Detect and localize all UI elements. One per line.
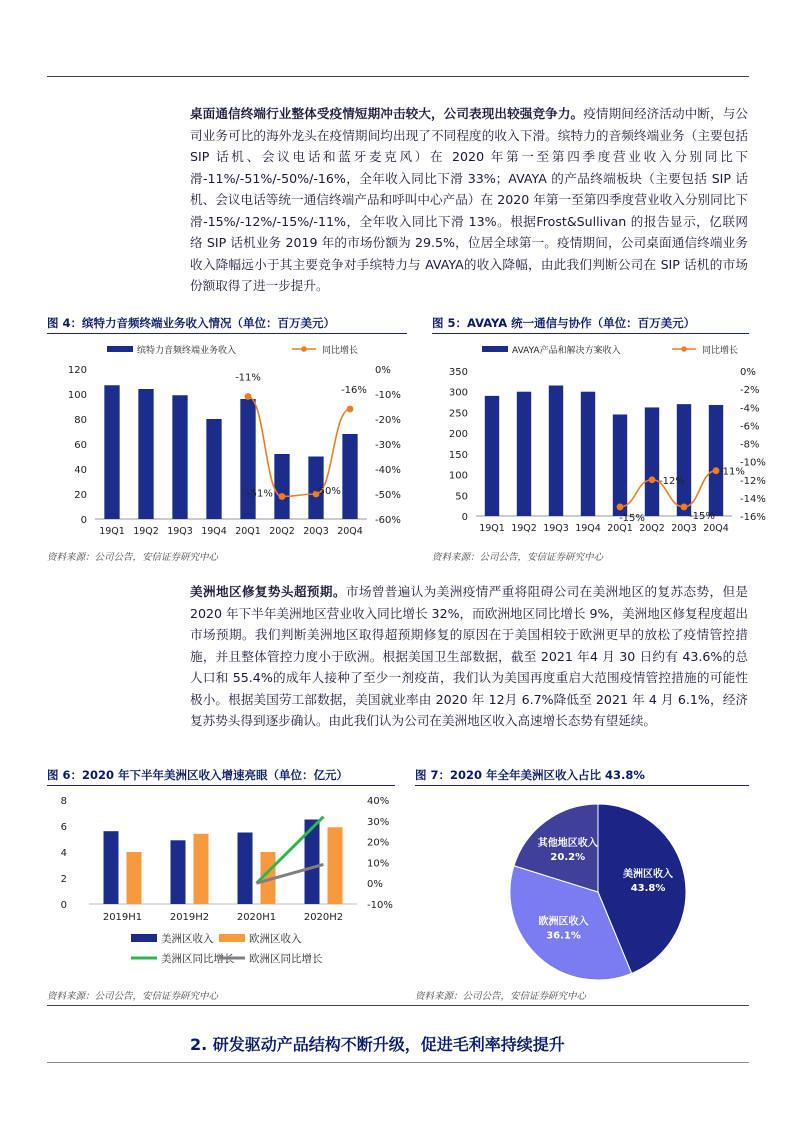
y-left-tick-label: 0	[461, 512, 468, 523]
data-label: -50%	[315, 486, 341, 497]
y-right-tick-label: -60%	[375, 515, 401, 526]
growth-point	[279, 493, 286, 500]
bar	[206, 419, 221, 519]
pie-label: 其他地区收入	[537, 837, 598, 849]
x-tick-label: 20Q3	[303, 526, 329, 537]
y-left-tick-label: 2	[60, 874, 67, 885]
bar	[645, 407, 659, 516]
pie-value: 43.8%	[630, 883, 666, 895]
legend-swatch	[219, 934, 245, 942]
figure-5-source: 资料来源：公司公告，安信证券研究中心	[432, 552, 604, 563]
y-right-tick-label: 0%	[367, 879, 383, 891]
y-left-tick-label: 100	[448, 470, 468, 482]
y-left-tick-label: 40	[74, 465, 87, 476]
x-tick-label: 19Q4	[201, 526, 227, 537]
legend-label: 欧洲区收入	[249, 933, 302, 945]
legend-bar-label: 缤特力音频终端业务收入	[137, 346, 237, 356]
legend-bar-swatch	[107, 346, 133, 352]
bar	[274, 454, 289, 519]
x-tick-label: 2019H2	[169, 912, 210, 923]
pie-value: 36.1%	[546, 930, 581, 942]
x-tick-label: 2020H1	[236, 912, 277, 923]
bar	[240, 399, 255, 519]
y-right-tick-label: -20%	[375, 415, 401, 426]
data-label: -15%	[619, 512, 645, 524]
y-right-tick-label: -12%	[740, 475, 766, 487]
bar	[194, 834, 209, 904]
section-title: 2. 研发驱动产品结构不断升级，促进毛利率持续提升	[190, 1035, 565, 1054]
legend-bar-label: AVAYA产品和解决方案收入	[512, 346, 621, 356]
x-tick-label: 20Q1	[235, 526, 261, 537]
y-left-tick-label: 60	[74, 440, 87, 451]
bar	[549, 386, 563, 517]
growth-point	[347, 406, 354, 413]
bar	[613, 415, 627, 517]
legend-line-marker	[681, 346, 687, 352]
top-rule	[47, 76, 749, 77]
y-right-tick-label: 0%	[740, 367, 756, 378]
x-tick-label: 20Q2	[269, 526, 295, 537]
legend-bar-swatch	[482, 346, 508, 352]
bar	[342, 434, 357, 519]
x-tick-label: 19Q2	[133, 526, 159, 537]
figure-5-chart	[432, 338, 766, 543]
figure-5-rule	[432, 333, 749, 334]
bar	[171, 840, 186, 904]
x-tick-label: 19Q4	[575, 523, 601, 534]
legend-line-label: 同比增长	[322, 346, 359, 356]
y-right-tick-label: -4%	[740, 403, 760, 415]
x-tick-label: 20Q4	[337, 526, 363, 537]
paragraph-lead: 桌面通信终端行业整体受疫情短期冲击较大，公司表现出较强竞争力。	[190, 106, 584, 121]
source-rule	[47, 1005, 749, 1006]
section-rule	[47, 1062, 749, 1063]
bar	[172, 395, 187, 519]
legend-swatch	[131, 934, 157, 942]
bar	[238, 833, 253, 905]
x-tick-label: 19Q3	[167, 526, 193, 537]
x-tick-label: 2020H2	[303, 912, 344, 923]
figure-6-rule	[47, 785, 395, 786]
figure-7-title: 图 7：2020 年全年美洲区收入占比 43.8%	[415, 768, 645, 782]
y-right-tick-label: -16%	[740, 512, 766, 523]
legend-label: 美洲区收入	[161, 933, 214, 945]
paragraph-lead: 美洲地区修复势头超预期。	[190, 584, 346, 599]
figure-5-title: 图 5：AVAYA 统一通信与协作（单位：百万美元）	[432, 316, 696, 330]
bar	[138, 389, 153, 519]
legend-line-label: 同比增长	[702, 346, 739, 356]
x-tick-label: 19Q1	[99, 526, 125, 537]
bar	[677, 404, 691, 516]
y-left-tick-label: 100	[67, 390, 87, 401]
y-right-tick-label: -8%	[740, 439, 760, 451]
growth-point	[617, 504, 624, 511]
y-left-tick-label: 200	[448, 429, 468, 441]
growth-line	[248, 397, 350, 497]
figure-4-title: 图 4：缤特力音频终端业务收入情况（单位：百万美元）	[47, 316, 336, 330]
figure-4-source: 资料来源：公司公告，安信证券研究中心	[47, 552, 219, 563]
pie-label: 欧洲区收入	[538, 916, 589, 928]
paragraph-competition: 桌面通信终端行业整体受疫情短期冲击较大，公司表现出较强竞争力。疫情期间经济活动中断，与公司业务可比的海外龙头在疫情期间均出现了不同程度的收入下滑。缤特力的音频终端业务（主要包括 SIP 话机、会议电话和蓝牙麦克风）在 2020 年第一至第四季度营业收入分别同比下滑-11%/-51%/-50%/-16%，全年收入同比下滑 33%；AVAYA 的产品终端板块（主要包括 SIP 话机、会议电话等统一通信终端产品和呼叫中心产品）在 2020 年第一至第四季度营业收入分别同比下滑-15%/-12%/-15%/-11%，全年收入同比下滑 13%。根据Frost&Sullivan 的报告显示，亿联网络 SIP 话机业务 2019 年的市场份额为 29.5%，位居全球第一。疫情期间，公司桌面通信终端业务收入降幅远小于其主要竞争对手缤特力与 AVAYA的收入降幅，由此我们判断公司在 SIP 话机的市场份额取得了进一步提升。	[190, 106, 749, 293]
y-right-tick-label: -10%	[375, 390, 401, 401]
growth-point	[681, 504, 688, 511]
y-left-tick-label: 6	[60, 822, 67, 833]
growth-point	[649, 476, 656, 483]
y-right-tick-label: 0%	[375, 365, 391, 376]
x-tick-label: 19Q3	[543, 523, 569, 534]
y-right-tick-label: 30%	[367, 816, 390, 828]
y-left-tick-label: 300	[448, 387, 468, 399]
y-left-tick-label: 350	[448, 367, 468, 378]
x-tick-label: 2019H1	[102, 912, 143, 923]
y-right-tick-label: -30%	[375, 440, 401, 451]
pie-label: 美洲区收入	[623, 869, 674, 881]
bar	[485, 396, 499, 516]
y-right-tick-label: -50%	[375, 490, 401, 501]
x-tick-label: 20Q4	[703, 523, 729, 534]
figure-7-chart	[415, 788, 749, 983]
figure-7-source: 资料来源：公司公告，安信证券研究中心	[415, 991, 587, 1002]
figure-4-chart	[47, 338, 407, 543]
y-right-tick-label: -40%	[375, 465, 401, 476]
bar	[517, 392, 531, 516]
y-right-tick-label: -10%	[367, 900, 393, 911]
figure-7-rule	[415, 785, 749, 786]
bar	[709, 405, 723, 516]
x-tick-label: 20Q2	[639, 523, 665, 534]
data-label: -16%	[341, 385, 367, 396]
y-right-tick-label: -10%	[740, 457, 766, 469]
y-left-tick-label: 120	[67, 365, 87, 376]
pie-value: 20.2%	[550, 851, 586, 863]
data-label: -51%	[247, 488, 273, 500]
figure-4-rule	[47, 333, 407, 334]
y-right-tick-label: -14%	[740, 493, 766, 505]
y-left-tick-label: 50	[455, 491, 468, 503]
y-right-tick-label: -6%	[740, 421, 760, 433]
data-label: -11%	[719, 466, 745, 478]
x-tick-label: 20Q1	[607, 523, 633, 534]
y-left-tick-label: 80	[74, 415, 87, 426]
y-right-tick-label: 40%	[367, 796, 390, 807]
bar	[581, 392, 595, 516]
bar	[104, 831, 119, 904]
y-right-tick-label: 20%	[367, 837, 390, 849]
growth-point	[245, 393, 252, 400]
figure-6-source: 资料来源：公司公告，安信证券研究中心	[47, 991, 219, 1002]
x-tick-label: 19Q2	[511, 523, 537, 534]
y-left-tick-label: 0	[60, 900, 67, 911]
y-left-tick-label: 4	[60, 848, 67, 859]
y-right-tick-label: -2%	[740, 385, 760, 397]
y-left-tick-label: 20	[74, 490, 87, 501]
bar	[104, 385, 119, 519]
figure-6-title: 图 6：2020 年下半年美洲区收入增速亮眼（单位：亿元）	[47, 768, 349, 782]
legend-label: 美洲区同比增长	[161, 953, 235, 965]
y-left-tick-label: 250	[448, 408, 468, 420]
x-tick-label: 19Q1	[479, 523, 505, 534]
y-left-tick-label: 150	[448, 449, 468, 461]
figure-6-chart	[47, 788, 397, 983]
legend-line-marker	[301, 346, 307, 352]
data-label: -15%	[689, 510, 715, 522]
paragraph-americas: 美洲地区修复势头超预期。市场曾普遍认为美洲疫情严重将阻碍公司在美洲地区的复苏态势，但是 2020 年下半年美洲地区营业收入同比增长 32%，而欧洲地区同比增长 9%，美洲地区修复程度超出市场预期。我们判断美洲地区取得超预期修复的原因在于美国相较于欧洲更早的放松了疫情管控措施，并且整体管控力度小于欧洲。根据美国卫生部数据，截至 2021 年4 月 30 日约有 43.6%的总人口和 55.4%的成年人接种了至少一剂疫苗，我们认为美国再度重启大范围疫情管控措施的可能性极小。根据美国劳工部数据，美国就业率由 2020 年 12月 6.7%降低至 2021 年 4 月 6.1%，经济复苏势头得到逐步确认。由此我们认为公司在美洲地区收入高速增长态势有望延续。	[190, 584, 749, 728]
legend-label: 欧洲区同比增长	[249, 953, 323, 965]
y-right-tick-label: 10%	[367, 858, 390, 870]
data-label: -11%	[235, 372, 261, 384]
y-left-tick-label: 8	[60, 796, 67, 807]
bar	[127, 852, 142, 904]
x-tick-label: 20Q3	[671, 523, 697, 534]
y-left-tick-label: 0	[80, 515, 87, 526]
bar	[328, 827, 343, 904]
data-label: -12%	[659, 475, 685, 487]
